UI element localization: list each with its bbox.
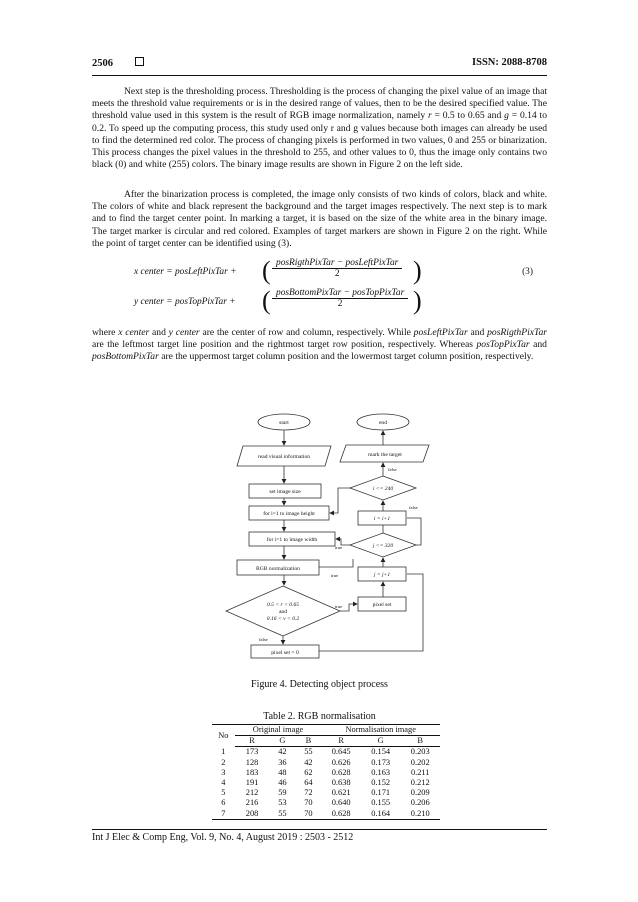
table-cell: 1 (221, 747, 226, 757)
inc-j-label: j = j+1 (373, 572, 391, 578)
table-row (212, 758, 440, 768)
table-cell: 0.154 (371, 747, 391, 757)
subheader-cell: R (321, 736, 361, 747)
table-cell: 0.209 (410, 788, 430, 798)
table-cell: 53 (278, 798, 287, 808)
table-cell: 7 (212, 809, 235, 820)
table-cell: 0.628 (331, 767, 351, 777)
table-cell: 208 (235, 809, 270, 820)
table-cell: 62 (304, 767, 313, 777)
inc-i-label: i = i+1 (373, 516, 391, 522)
equation-3: x center = posLeftPixTar + ( posRigthPixTar − posLeftPixTar 2 ) y center = posTopPixTar + ( posBottomPixTar − posTopPixTar 2 ) (3) (134, 256, 533, 315)
right-paren-icon: ) (413, 286, 422, 315)
subheader-cell: G (361, 736, 401, 747)
cond-r-label: 0.5 < r < 0.65 (266, 602, 300, 608)
page-header (92, 57, 547, 73)
table-cell: 0.210 (400, 809, 440, 820)
table-cell: 216 (245, 798, 259, 808)
table-cell: 0.212 (410, 778, 430, 788)
table-cell: 70 (295, 809, 321, 820)
header-original: Original image (235, 725, 322, 736)
paragraph-definitions: where x center and y center are the center of row and column, respectively. While posLeftPixTar and posRigthPixTar are the leftmost target line position and the rightmost target row position, respectively. Whereas posTopPixTar and posBottomPixTar are the uppermost target column position and the lowermost target column position, respectively. (92, 327, 547, 363)
rgb-norm-label: RGB normalization (256, 566, 300, 572)
table-cell: 2 (221, 757, 226, 767)
loop-i-label: for i=1 to image height (263, 511, 315, 517)
table-row (212, 778, 440, 788)
checkbox-glyph-icon (135, 57, 144, 66)
header-rule (92, 75, 547, 76)
table-row (212, 768, 440, 778)
table-cell: 0.202 (410, 757, 430, 767)
left-paren-icon: ( (262, 286, 271, 315)
table-cell: 5 (221, 788, 226, 798)
pixel-set0-label: pixel set = 0 (271, 650, 299, 656)
table-cell: 128 (245, 757, 259, 767)
set-size-label: set image size (269, 489, 301, 495)
table-cell: 0.152 (371, 778, 391, 788)
table-cell: 183 (245, 767, 259, 777)
table-row (212, 788, 440, 798)
table-cell: 6 (221, 798, 226, 808)
cond-g-label: 0.16 < v < 0.2 (266, 616, 300, 622)
table-cell: 0.621 (331, 788, 351, 798)
header-normalisation: Normalisation image (321, 725, 440, 736)
subheader-cell: B (295, 736, 321, 747)
subheader-cell: R (235, 736, 270, 747)
end-label: end (378, 420, 388, 426)
table-cell: 0.173 (371, 757, 391, 767)
table-cell: 212 (245, 788, 259, 798)
table-cell: 42 (278, 747, 287, 757)
paragraph-thresholding: Next step is the thresholding process. Thresholding is the process of changing the pixel value of an image that meets the threshold value requirements or is in the desired range of values, then to be the desired specified value. The threshold value used in this system is the result of RGB image normalization, namely r = 0.5 to 0.65 and g = 0.14 to 0.2. To speed up the computing process, this study used only r and g values because both images can already be used to find the determined red color. The process of changing pixels is performed in two values, 0 and 255 or binarization. This process changes the pixel values in the threshold to 255, and other values to 0, thus the image only contains two black (0) and white (255) colors. The binary image results are shown in Figure 2 on the left side. (92, 86, 548, 171)
table-cell: 0.640 (331, 798, 351, 808)
false-label-i: false (388, 467, 397, 472)
table-cell: 0.164 (361, 809, 401, 820)
table-cell: 4 (221, 778, 226, 788)
right-paren-icon: ) (413, 256, 422, 285)
figure-caption: Figure 4. Detecting object process (251, 679, 388, 690)
check-i-label: i <= 240 (372, 486, 394, 492)
table-row (212, 798, 440, 808)
left-paren-icon: ( (262, 256, 271, 285)
fraction-y: posBottomPixTar − posTopPixTar 2 (272, 288, 408, 309)
page-footer: Int J Elec & Comp Eng, Vol. 9, No. 4, August 2019 : 2503 - 2512 (92, 832, 354, 843)
false-label-cond: false (259, 637, 268, 642)
table-cell: 48 (278, 767, 287, 777)
table-cell: 55 (304, 747, 313, 757)
table-cell: 0.203 (410, 747, 430, 757)
table-cell: 0.171 (371, 788, 391, 798)
true-label-i: true (331, 573, 339, 578)
false-label-j: false (409, 505, 418, 510)
true-label-cond: true (335, 604, 343, 609)
table-subheader-row (212, 736, 440, 747)
table-row (212, 747, 440, 758)
table-cell: 0.206 (410, 798, 430, 808)
table-cell: 0.628 (321, 809, 361, 820)
rgb-table-body (212, 725, 440, 820)
rgb-table (212, 724, 440, 820)
read-label: read visual information (257, 454, 311, 460)
table-cell: 64 (304, 778, 313, 788)
table-cell: 70 (304, 798, 313, 808)
true-label-j: true (335, 545, 343, 550)
table-caption: Table 2. RGB normalisation (263, 711, 376, 722)
header-no: No (212, 725, 235, 747)
table-cell: 36 (278, 757, 287, 767)
table-header-row (212, 725, 440, 736)
issn: ISSN: 2088-8708 (472, 57, 547, 68)
table-cell: 0.638 (331, 778, 351, 788)
table-cell: 0.155 (371, 798, 391, 808)
table-cell: 0.211 (410, 767, 430, 777)
table-cell: 3 (221, 767, 226, 777)
table-cell: 59 (278, 788, 287, 798)
table-cell: 191 (245, 778, 259, 788)
equation-number: (3) (522, 267, 533, 277)
page-number: 2506 (92, 57, 144, 69)
table-cell: 42 (304, 757, 313, 767)
subheader-cell: G (269, 736, 295, 747)
start-label: start (279, 420, 289, 426)
table-cell: 0.645 (331, 747, 351, 757)
check-j-label: j <= 320 (372, 543, 394, 549)
table-cell: 46 (278, 778, 287, 788)
paragraph-binarization: After the binarization process is completed, the image only consists of two kinds of colors, black and white. The colors of white and black represent the background and the target images respectively. The next step is to mark and to find the target center point. In marking a target, it is based on the size of the white area in the binary image. The target marker is circular and red colored. Examples of target markers are shown in Figure 2 on the right. While the point of target center can be identified using (3). (92, 189, 547, 249)
table-cell: 0.626 (331, 757, 351, 767)
cond-and-label: and (278, 609, 288, 615)
footer-rule (92, 829, 547, 830)
table-cell: 55 (269, 809, 295, 820)
table-cell: 0.163 (371, 767, 391, 777)
mark-label: mark the target (368, 452, 402, 458)
flowchart-figure (225, 412, 435, 662)
loop-j-label: for i=1 to image width (266, 537, 318, 543)
table-cell: 72 (304, 788, 313, 798)
table-row (212, 809, 440, 820)
pixel-set-label: pixel set (372, 602, 392, 608)
table-cell: 173 (245, 747, 259, 757)
subheader-cell: B (400, 736, 440, 747)
fraction-x: posRigthPixTar − posLeftPixTar 2 (272, 258, 402, 279)
